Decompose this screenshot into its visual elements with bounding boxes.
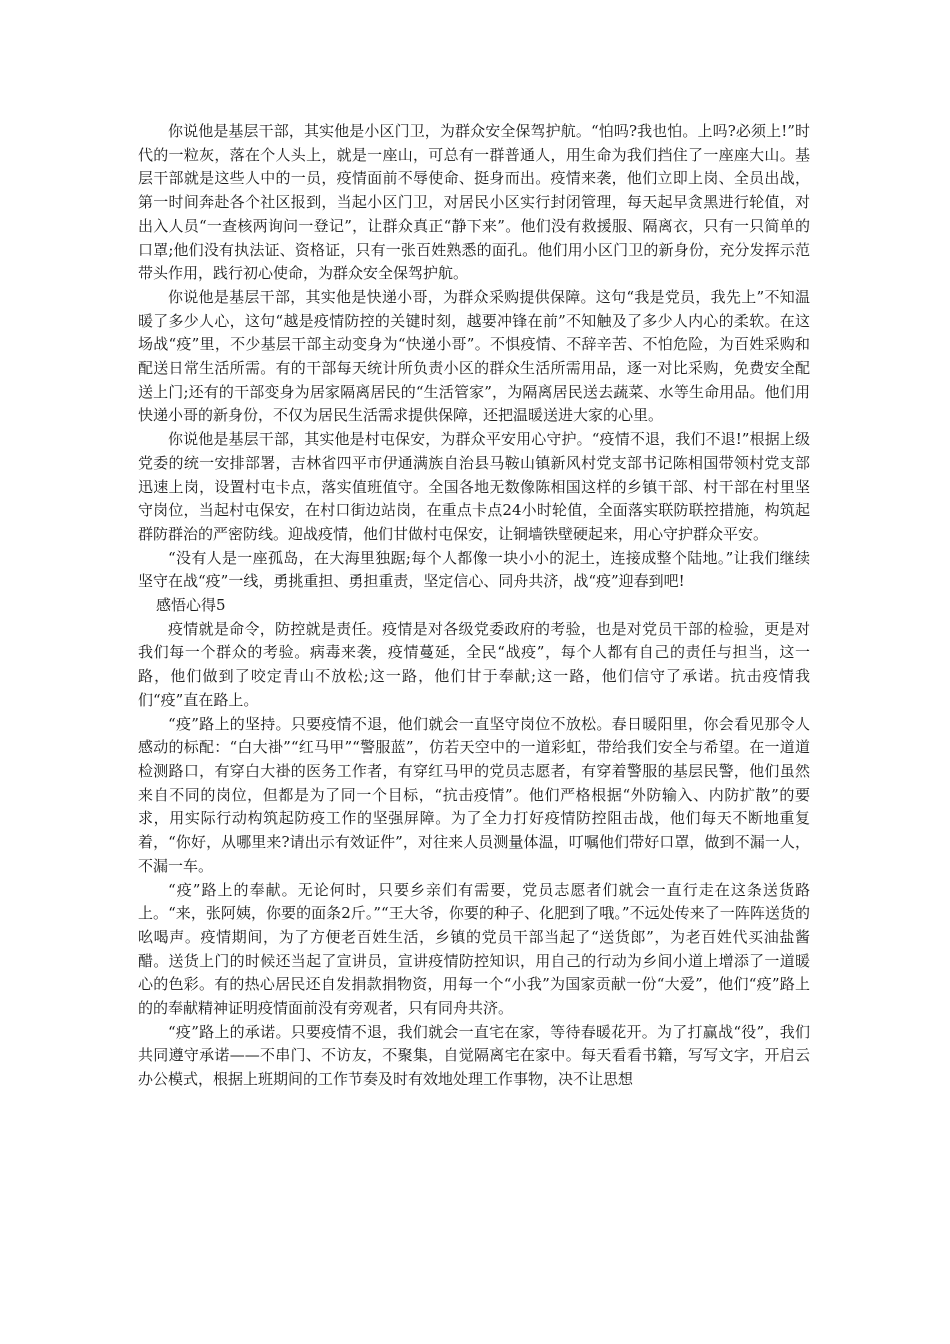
paragraph-doorkeeper: 你说他是基层干部，其实他是小区门卫，为群众安全保驾护航。“怕吗?我也怕。上吗?必须上!”时代的一粒灰，落在个人头上，就是一座山，可总有一群普通人，用生命为我们挡住了一座座大山。基层干部就是这些人中的一员，疫情面前不辱使命、挺身而出。疫情来袭，他们立即上岗、全员出战，第一时间奔赴各个社区报到，当起小区门卫，对居民小区实行封闭管理，每天起早贪黑进行轮值，对出入人员“一查核两询问一登记”，让群众真正“静下来”。他们没有救援服、隔离衣，只有一只简单的口罩;他们没有执法证、资格证，只有一张百姓熟悉的面孔。他们用小区门卫的新身份，充分发挥示范带头作用，践行初心使命，为群众安全保驾护航。 <box>138 122 810 283</box>
paragraph-epidemic-order: 疫情就是命令，防控就是责任。疫情是对各级党委政府的考验，也是对党员干部的检验，更是对我们每一个群众的考验。病毒来袭，疫情蔓延，全民“战疫”，每个人都有自己的责任与担当，这一路，他们做到了咬定青山不放松;这一路，他们甘于奉献;这一路，他们信守了承诺。抗击疫情我们“疫”直在路上。 <box>138 619 810 709</box>
paragraph-dedication: “疫”路上的奉献。无论何时，只要乡亲们有需要，党员志愿者们就会一直行走在这条送货路上。“来，张阿姨，你要的面条2斤。”“王大爷，你要的种子、化肥到了哦。”不远处传来了一阵阵送货的吆喝声。疫情期间，为了方便老百姓生活，乡镇的党员干部当起了“送货郎”，为老百姓代买油盐酱醋。送货上门的时候还当起了宣讲员，宣讲疫情防控知识，用自己的行动为乡间小道上增添了一道暖心的色彩。有的热心居民还自发捐款捐物资，用每一个“小我”为国家贡献一份“大爱”，他们“疫”路上的的奉献精神证明疫情面前没有旁观者，只有同舟共济。 <box>138 880 810 1018</box>
section-heading: 感悟心得5 <box>156 596 226 615</box>
paragraph-village-guard: 你说他是基层干部，其实他是村屯保安，为群众平安用心守护。“疫情不退，我们不退!”根据上级党委的统一安排部署，吉林省四平市伊通满族自治县马鞍山镇新风村党支部书记陈相国带领村党支部迅速上岗，设置村屯卡点，落实值班值守。全国各地无数像陈相国这样的乡镇干部、村干部在村里坚守岗位，当起村屯保安，在村口街边站岗，在重点卡点24小时轮值，全面落实联防联控措施，构筑起群防群治的严密防线。迎战疫情，他们甘做村屯保安，让铜墙铁壁硬起来，用心守护群众平安。 <box>138 430 810 543</box>
paragraph-promise: “疫”路上的承诺。只要疫情不退，我们就会一直宅在家，等待春暖花开。为了打赢战“役”，我们共同遵守承诺——不串门、不访友，不聚集，自觉隔离宅在家中。每天看看书籍，写写文字，开启云办公模式，根据上班期间的工作节奏及时有效地处理工作事物，决不让思想 <box>138 1022 810 1089</box>
paragraph-persistence: “疫”路上的坚持。只要疫情不退，他们就会一直坚守岗位不放松。春日暖阳里，你会看见那令人感动的标配：“白大褂”“红马甲”“警服蓝”，仿若天空中的一道彩虹，带给我们安全与希望。在一道道检测路口，有穿白大褂的医务工作者，有穿红马甲的党员志愿者，有穿着警服的基层民警，他们虽然来自不同的岗位，但都是为了同一个目标，“抗击疫情”。他们严格根据“外防输入、内防扩散”的要求，用实际行动构筑起防疫工作的坚强屏障。为了全力打好疫情防控阻击战，他们每天不断地重复着，“你好，从哪里来?请出示有效证件”，对往来人员测量体温，叮嘱他们带好口罩，做到不漏一人，不漏一车。 <box>138 714 810 875</box>
paragraph-no-island: “没有人是一座孤岛，在大海里独踞;每个人都像一块小小的泥土，连接成整个陆地。”让我们继续坚守在战“疫”一线，勇挑重担、勇担重责，坚定信心、同舟共济，战“疫”迎春到吧! <box>138 548 810 591</box>
document-body <box>138 120 810 1092</box>
paragraph-courier: 你说他是基层干部，其实他是快递小哥，为群众采购提供保障。这句“我是党员，我先上”不知温暖了多少人心，这句“越是疫情防控的关键时刻，越要冲锋在前”不知触及了多少人内心的柔软。在这场战“疫”里，不少基层干部主动变身为“快递小哥”。不惧疫情、不辞辛苦、不怕危险，为百姓采购和配送日常生活所需。有的干部每天统计所负责小区的群众生活所需用品，逐一对比采购，免费安全配送上门;还有的干部变身为居家隔离居民的“生活管家”，为隔离居民送去蔬菜、水等生命用品。他们用快递小哥的新身份，不仅为居民生活需求提供保障，还把温暖送进大家的心里。 <box>138 287 810 425</box>
